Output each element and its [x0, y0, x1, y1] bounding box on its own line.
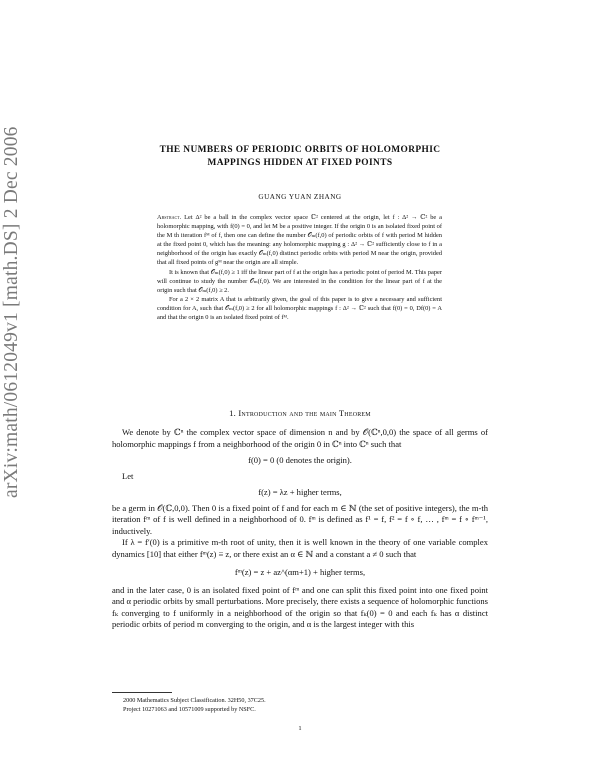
abstract-label: Abstract.	[157, 214, 182, 221]
body-paragraph-5: and in the later case, 0 is an isolated fixed point of fᵐ and one can split this fixed point into one fixed point and α periodic orbits by small perturbations. More precisely, there exists a sequence of holomorphic functions fₖ converging to f uniformly in a neighborhood of the origin so that fₖ(0) = 0 and each fₖ has α distinct periodic orbits of period m converging to the origin, and α is the largest integer with this	[112, 584, 488, 629]
abstract	[157, 213, 442, 322]
arxiv-identifier: arXiv:math/0612049v1 [math.DS] 2 Dec 2006	[1, 126, 22, 498]
section-number: 1.	[229, 408, 236, 418]
body-text	[112, 427, 488, 631]
equation-3: fᵐ(z) = z + az^(αm+1) + higher terms,	[234, 567, 366, 577]
abstract-paragraph-1	[157, 213, 442, 268]
body-paragraph-2: Let	[122, 470, 134, 481]
abstract-paragraph-2: It is known that 𝒪ₘ(f,0) ≥ 1 iff the linear part of f at the origin has a periodic point of period M. This paper will continue to study the number 𝒪ₘ(f,0). We are interested in the condition for the linear part of f at the origin such that 𝒪ₘ(f,0) ≥ 2.	[157, 268, 442, 294]
page-number: 1	[298, 725, 302, 732]
body-paragraph-4: If λ = f′(0) is a primitive m-th root of unity, then it is well known in the theory of one variable complex dynamics [10] that either fᵐ(z) ≡ z, or there exist an α ∈ ℕ and a constant a ≠ 0 such that	[112, 537, 488, 559]
paper-title	[112, 144, 488, 170]
footnote-project: Project 10271063 and 10571009 supported by NSFC.	[123, 706, 256, 713]
body-paragraph-3: be a germ in 𝒪(ℂ,0,0). Then 0 is a fixed point of f and for each m ∈ ℕ (the set of positive integers), the m-th iteration fᵐ of f is well defined in a neighborhood of 0. fᵐ is defined as f¹ = f, f² = f ∘ f, … , fᵐ = f ∘ fᵐ⁻¹, inductively.	[112, 502, 488, 536]
equation-1: f(0) = 0 (0 denotes the origin).	[248, 455, 352, 465]
title-line-2: MAPPINGS HIDDEN AT FIXED POINTS	[207, 158, 393, 168]
section-heading	[112, 408, 488, 418]
body-paragraph-1: We denote by ℂⁿ the complex vector space of dimension n and by 𝒪(ℂⁿ,0,0) the space of all germs of holomorphic mappings f from a neighborhood of the origin 0 in ℂⁿ into ℂⁿ such that	[112, 427, 488, 449]
author-name: GUANG YUAN ZHANG	[258, 193, 342, 201]
section-title: Introduction and the main Theorem	[238, 408, 371, 418]
abstract-text-1: Let Δ² be a ball in the complex vector space ℂ² centered at the origin, let f : Δ² → ℂ² be a holomorphic mapping, with f(0) = 0, and let M be a positive integer. If the origin 0 is an isolated fixed point of the M th iteration fᴹ of f, then one can define the number 𝒪ₘ(f,0) of periodic orbits of f with period M hidden at the fixed point 0, which has the meaning: any holomorphic mapping g : Δ² → ℂ² sufficiently close to f in a neighborhood of the origin has exactly 𝒪ₘ(f,0) distinct periodic orbits with period M near the origin, provided that all fixed points of gᴹ near the origin are all simple.	[157, 214, 442, 267]
abstract-paragraph-3: For a 2 × 2 matrix A that is arbitrarily given, the goal of this paper is to give a necessary and sufficient condition for A, such that 𝒪ₘ(f,0) ≥ 2 for all holomorphic mappings f : Δ² → ℂ² such that f(0) = 0, Df(0) = A and that the origin 0 is an isolated fixed point of fᴹ.	[157, 295, 442, 322]
title-line-1: THE NUMBERS OF PERIODIC ORBITS OF HOLOMORPHIC	[159, 145, 441, 155]
equation-2: f(z) = λz + higher terms,	[258, 487, 342, 497]
footnote-msc: 2000 Mathematics Subject Classification. 32H50, 37C25.	[123, 697, 266, 704]
footnote-rule	[112, 692, 172, 693]
